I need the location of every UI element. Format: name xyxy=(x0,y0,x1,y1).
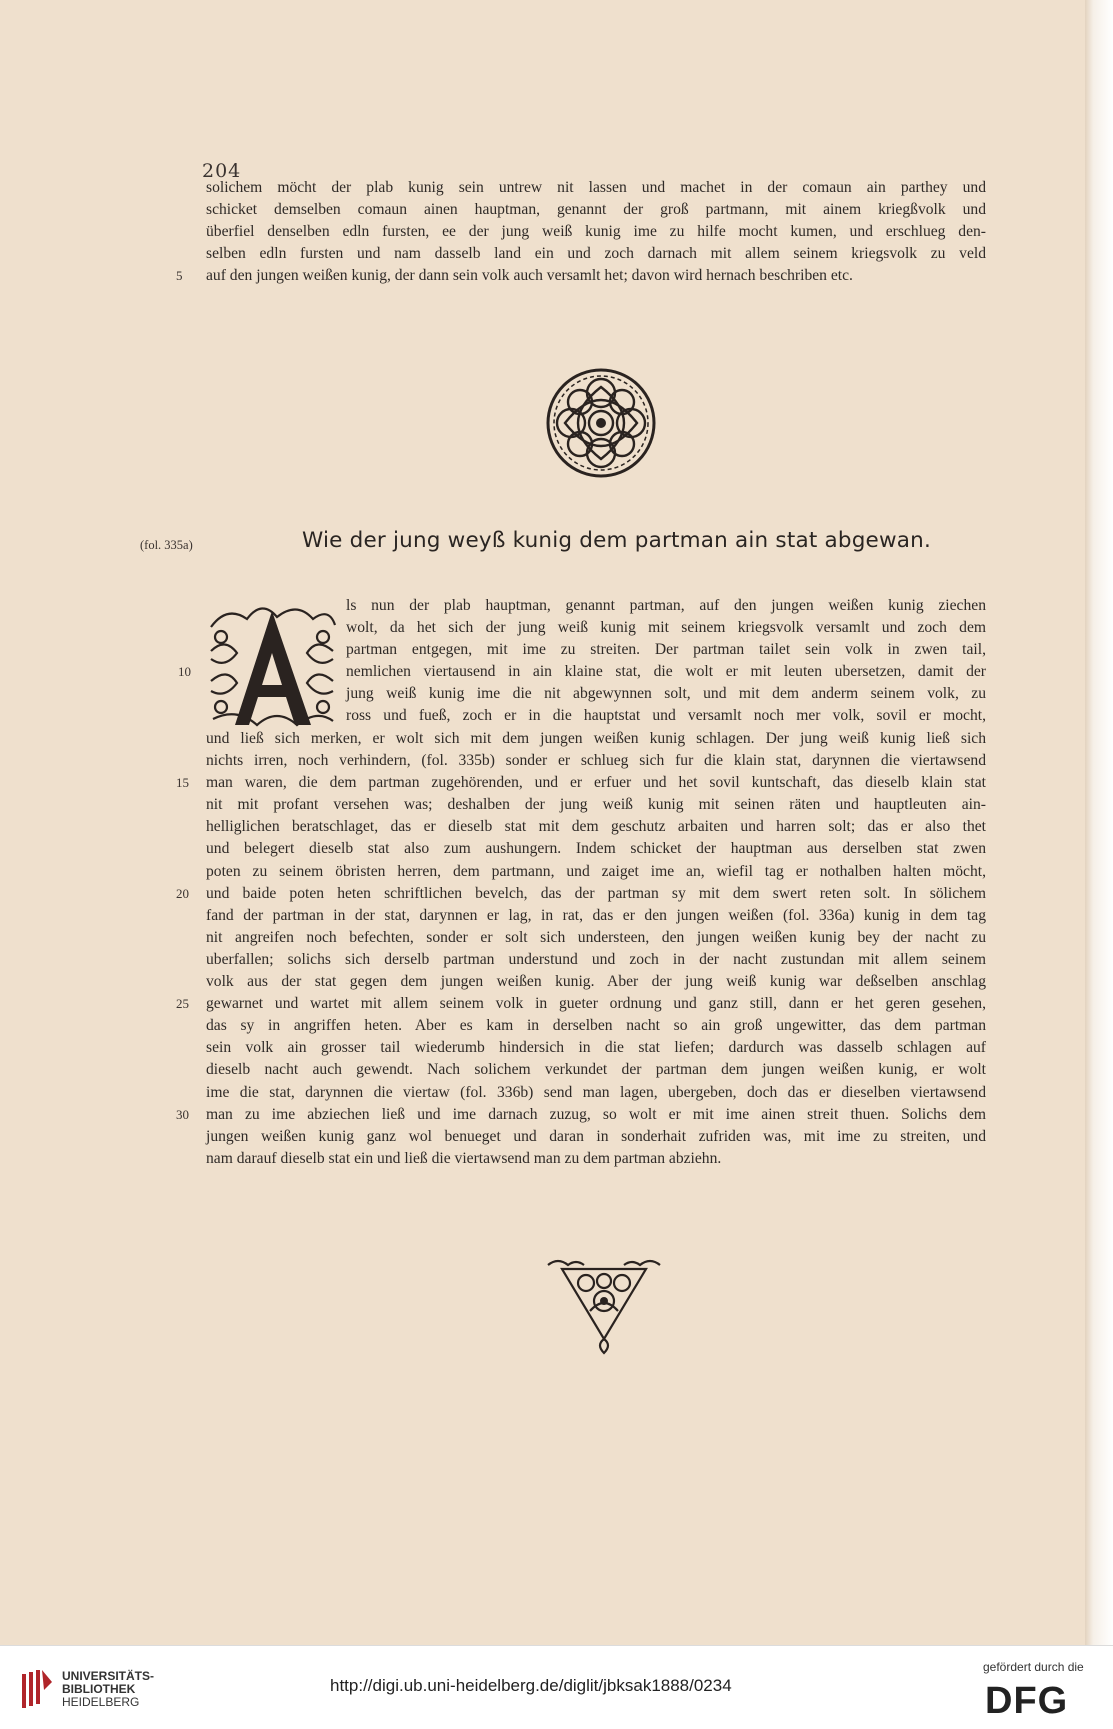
page-edge xyxy=(1085,0,1113,1645)
text-line: überfiel denselben edln fursten, ee der jung weiß kunig ime zu hilfe mocht kumen, und erschlueg den- xyxy=(206,223,986,241)
text-line xyxy=(176,883,986,905)
library-name-line: BIBLIOTHEK xyxy=(62,1682,136,1696)
text-line xyxy=(176,772,986,794)
text-line: ls nun der plab hauptman, genannt partman, auf den jungen weißen kunig ziechen xyxy=(346,597,986,614)
text-line: schicket demselben comaun ainen hauptman, genannt der groß partmann, mit ainem kriegßvolk und xyxy=(206,201,986,219)
text-line: volk aus der stat gegen dem jungen weißen kunig. Aber der jung weiß kunig war deßselben anschlag xyxy=(206,973,986,991)
text-line xyxy=(176,265,986,287)
text-line: jung weiß kunig ime die nit abgewynnen solt, und mit dem anderm seinem volk, zu xyxy=(346,685,986,703)
text-line: solichem möcht der plab kunig sein untrew nit lassen und machet in der comaun ain parthey und xyxy=(206,179,986,196)
page-number: 204 xyxy=(202,160,242,182)
text-line xyxy=(176,1104,986,1126)
text-line: selben edln fursten und nam dasselb land ein und zoch darnach mit allem seinem kriegsvolk zu veld xyxy=(206,245,986,263)
text-line xyxy=(176,993,986,1015)
library-name-line: HEIDELBERG xyxy=(62,1695,140,1709)
rosette-ornament xyxy=(545,367,657,479)
dfg-logo: DFG xyxy=(985,1680,1069,1722)
text-line: nit angreifen noch befechten, sonder er solt sich understeen, den jungen weißen kunig bey der nacht zu xyxy=(206,928,986,946)
text-line-content: und baide poten heten schriftlichen bevelch, das der partman sy mit dem swert reten solt. In sölichem xyxy=(206,884,986,902)
text-line: und belegert dieselb stat also zum aushungern. Indem schicket der hauptman aus derselben stat zwen xyxy=(206,840,986,858)
text-line: helliglichen beratschlaget, das er dieselb stat mit dem geschutz arbaiten und harren solt; das er also thet xyxy=(206,818,986,836)
university-library-logo-icon xyxy=(20,1668,54,1710)
text-line: ime die stat, darynnen die viertaw (fol. 336b) send man lagen, ubergeben, doch das er dieselben viertawsend xyxy=(206,1083,986,1101)
text-line-content: man waren, die dem partman zugehörenden, und er erfuer und het sovil kuntschaft, das dieselb klain stat xyxy=(206,774,986,792)
line-number: 5 xyxy=(176,268,183,284)
text-line: sein volk ain grosser tail wiederumb hindersich in die stat liefen; dardurch was dasselb schlagen auf xyxy=(206,1039,986,1057)
text-line: jungen weißen kunig ganz wol benueget und daran in sonderhait zufriden was, mit ime zu streiten, und xyxy=(206,1127,986,1145)
text-line: partman entgegen, mit ime zu streiten. Der partman tailet sein volk in zwen tail, xyxy=(346,641,986,659)
line-number: 30 xyxy=(176,1106,189,1122)
initial-paragraph xyxy=(178,595,986,728)
text-line: fand der partman in der stat, darynnen er lag, in rat, das er den jungen weißen (fol. 336a) kunig in dem tag xyxy=(206,906,986,924)
funded-by-label: gefördert durch die xyxy=(983,1660,1084,1674)
folio-marker: (fol. 335a) xyxy=(140,538,193,552)
text-line-content: gewarnet und wartet mit allem seinem volk in gueter ordnung und ganz still, dann er het geren gesehen, xyxy=(206,995,986,1013)
tailpiece-ornament xyxy=(546,1255,662,1355)
text-line: wolt, da het sich der jung weiß kunig mit seinem kriegsvolk versamlt und zoch dem xyxy=(346,619,986,637)
text-line-content: man zu ime abziechen ließ und ime darnach zuzug, so wolt er mit ime ainen streit thuen. Solichs dem xyxy=(206,1105,986,1123)
text-line: uberfallen; solichs sich derselb partman understund und zoch in der nacht zustundan mit allem seinem xyxy=(206,950,986,968)
text-line: ross und fueß, zoch er in die hauptstat und versamlt noch mer volk, sovil er mocht, xyxy=(346,707,986,725)
text-line xyxy=(178,661,986,683)
decorated-initial xyxy=(207,597,337,733)
text-line-content: auf den jungen weißen kunig, der dann sein volk auch versamlt het; davon wird hernach beschriben etc. xyxy=(206,267,853,285)
line-number: 20 xyxy=(176,885,189,901)
text-line: nit mit profant versehen was; deshalben der jung weiß kunig mit seinen räten und hauptleuten ain- xyxy=(206,796,986,814)
text-line: und ließ sich merken, er wolt sich mit dem jungen weißen kunig schlagen. Der jung weiß kunig ließ sich xyxy=(206,730,986,747)
line-number: 10 xyxy=(178,664,191,680)
text-line: dieselb nacht auch gewendt. Nach solichem verkundet der partman dem jungen weißen kunig, er wolt xyxy=(206,1061,986,1079)
intro-paragraph xyxy=(176,177,986,287)
section-heading: Wie der jung weyß kunig dem partman ain stat abgewan. xyxy=(302,528,932,553)
digitization-footer xyxy=(0,1645,1113,1729)
line-number: 25 xyxy=(176,996,189,1012)
line-number: 15 xyxy=(176,775,189,791)
library-name xyxy=(62,1670,154,1709)
permalink-url[interactable]: http://digi.ub.uni-heidelberg.de/diglit/jbksak1888/0234 xyxy=(330,1676,732,1695)
text-line: nichts irren, noch verhindern, (fol. 335b) sonder er schlueg sich fur die klain stat, darynnen die viertawsend xyxy=(206,752,986,770)
library-name-line: UNIVERSITÄTS- xyxy=(62,1669,155,1683)
text-line: das sy in angriffen heten. Aber es kam in derselben nacht so ain groß ungewitter, das dem partman xyxy=(206,1017,986,1035)
body-paragraph xyxy=(176,728,986,1170)
text-line: poten zu seinem öbristen herren, dem partmann, und zaiget ime an, wiefil tag er nothalben halten möcht, xyxy=(206,862,986,880)
text-line-content: nemlichen viertausend in ain klaine stat, die wolt er mit leuten ubersetzen, damit der xyxy=(346,663,986,681)
text-line: nam darauf dieselb stat ein und ließ die viertawsend man zu dem partman abziehn. xyxy=(206,1149,722,1167)
